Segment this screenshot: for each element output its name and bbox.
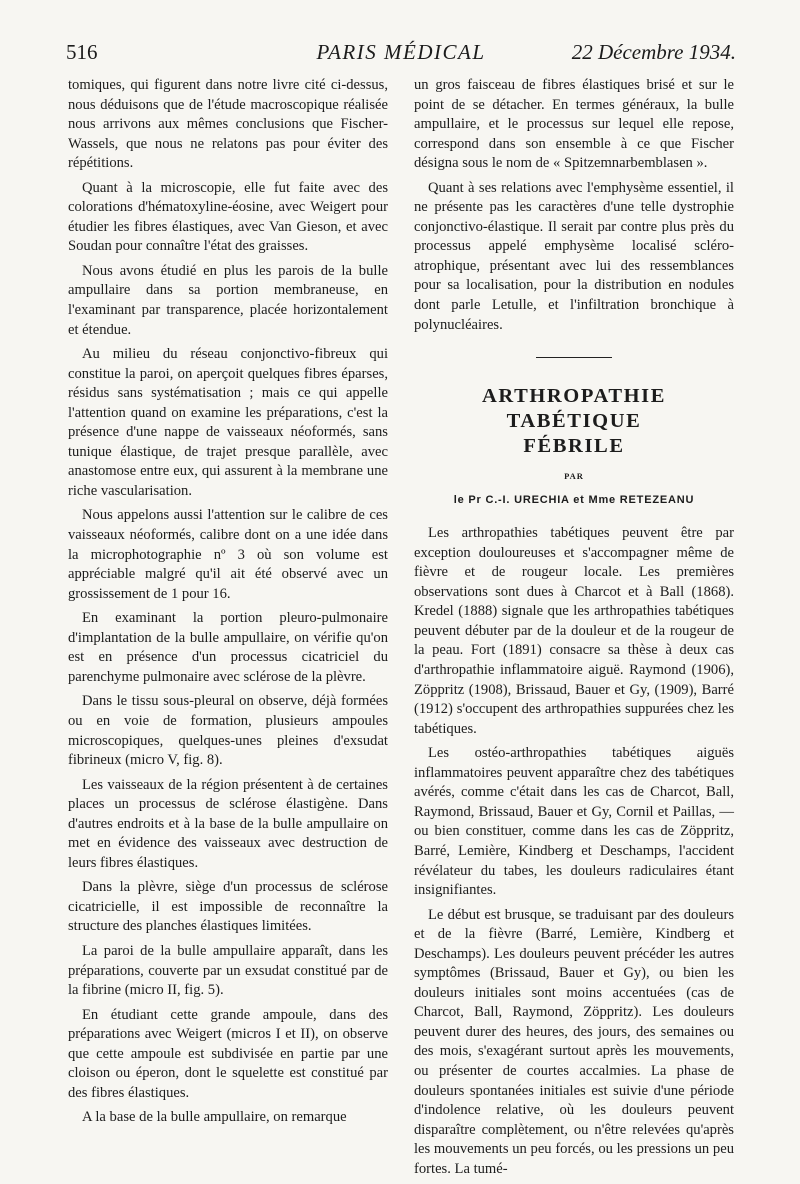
left-column bbox=[68, 76, 388, 1133]
journal-title: PARIS MÉDICAL bbox=[316, 40, 486, 64]
paragraph: En examinant la portion pleuro-pulmonaire d'implantation de la bulle ampullaire, on vérifie qu'on est en présence d'un processus cicatriciel du parenchyme pulmonaire avec sclérose de la plèvre. bbox=[68, 610, 388, 685]
paragraph: Dans le tissu sous-pleural on observe, déjà formées ou en voie de formation, plusieurs ampoules microscopiques, quelques-unes pleines d'exsudat fibrineux (micro V, fig. 8). bbox=[68, 693, 388, 769]
article-title-line: FÉBRILE bbox=[523, 435, 625, 458]
paragraph: Au milieu du réseau conjonctivo-fibreux qui constitue la paroi, on aperçoit quelques fibres éparses, résidus sans systématisation ; mais ce qui appelle l'attention quand on examine les préparations, c'est la présence d'une nappe de vaisseaux néoformés, sans tunique élastique, de trajet presque parallèle, avec anastomose entre eux, qui assurent à la membrane une riche vascularisation. bbox=[68, 346, 388, 499]
section-divider bbox=[536, 357, 612, 358]
right-column bbox=[414, 76, 734, 1184]
paragraph: En étudiant cette grande ampoule, dans des préparations avec Weigert (micros I et II), on observe que cette ampoule est subdivisée en partie par une cloison ou éperon, dont le squelette est constitué par des fibres élastiques. bbox=[68, 1006, 388, 1101]
paragraph: Les vaisseaux de la région présentent à de certaines places un processus de sclérose élastigène. Dans d'autres endroits et à la base de la bulle ampullaire on met en évidence des vaisseaux avec destruction de leurs fibres élastiques. bbox=[68, 776, 388, 871]
paragraph: Les ostéo-arthropathies tabétiques aiguës inflammatoires peuvent apparaître chez des tabétiques avérés, comme c'était dans les cas de Charcot, Ball, Raymond, Brissaud, Bauer et Gy, Cornil et Paillas, — ou bien constituer, comme dans les cas de Zöppritz, Barré, Lemière, Kindberg et Deschamps, l'accident révélateur du tabes, les douleurs radiculaires étant insignifiantes. bbox=[414, 745, 734, 899]
issue-date: 22 Décembre 1934. bbox=[571, 40, 736, 64]
paragraph: Nous avons étudié en plus les parois de la bulle ampullaire dans sa portion membraneuse, en l'examinant par transparence, placée horizontalement et étendue. bbox=[68, 262, 388, 338]
paragraph: La paroi de la bulle ampullaire apparaît, dans les préparations, couverte par un exsudat constitué par de la fibrine (micro II, fig. 5). bbox=[68, 942, 388, 999]
paragraph: Quant à la microscopie, elle fut faite avec des colorations d'hématoxyline-éosine, avec Weigert pour étudier les fibres élastiques, avec Van Gieson, et avec Soudan pour connaître l'état des graisses. bbox=[68, 179, 388, 255]
paragraph: tomiques, qui figurent dans notre livre cité ci-dessus, nous déduisons que de l'étude macroscopique réalisée nous arrivons aux mêmes conclusions que Fischer-Wassels, que nous ne relatons pas pour éviter des répétitions. bbox=[68, 77, 388, 172]
page-number: 516 bbox=[66, 40, 98, 64]
paragraph: Nous appelons aussi l'attention sur le calibre de ces vaisseaux néoformés, calibre dont on a une idée dans la microphotographie nº 3 où son volume est appréciable malgré qu'il ait été observé avec un grossissement de 1 pour 16. bbox=[68, 507, 388, 602]
paragraph: Quant à ses relations avec l'emphysème essentiel, il ne présente pas les caractères d'une telle dystrophie conjonctivo-élastique. Il serait par contre plus près du processus appelé emphysème localisé scléro-atrophique, présentant avec lui des ressemblances pour sa localisation, pour la distribution en nodules dont parle Letulle, et l'infiltration bronchique à polynucléaires. bbox=[414, 179, 734, 333]
paragraph: Le début est brusque, se traduisant par des douleurs et de la fièvre (Barré, Lemière, Kindberg et Deschamps). Les douleurs peuvent précéder les autres symptômes (Brissaud, Bauer et Gy), ou bien les douleurs initiales sont moins accentuées (cas de Charcot, Ball, Raymond, Zöppritz). Les douleurs peuvent durer des heures, des jours, des semaines ou des mois, s'exagérant surtout après les mouvements, ou présenter de courtes accalmies. La phase de douleurs spontanées initiales est suivie d'une période d'indolence relative, où les douleurs peuvent disparaître complètement, ou n'être relevées qu'après les mouvements un peu forcés, ou les pressions un peu fortes. La tumé- bbox=[414, 906, 734, 1177]
paragraph: Les arthropathies tabétiques peuvent être par exception douloureuses et s'accompagner même de fièvre et de rougeur locale. Les premières observations sont dues à Charcot et à Ball (1868). Kredel (1888) signale que les arthropathies tabétiques peuvent débuter par de la douleur et de la rougeur de la peau. Fort (1891) consacre sa thèse à deux cas d'arthropathie inflammatoire aiguë. Raymond (1906), Zöppritz (1908), Brissaud, Bauer et Gy, (1909), Barré (1912) s'occupent des arthropathies suppurées chez les tabétiques. bbox=[414, 525, 734, 737]
paragraph: un gros faisceau de fibres élastiques brisé et sur le point de se détacher. En termes généraux, la bulle ampullaire, et le processus sur lequel elle repose, correspond dans son ensemble à ce que Fischer désigna sous le nom de « Spitzemnarbemblasen ». bbox=[414, 77, 734, 172]
article-title bbox=[414, 384, 734, 459]
article-authors: le Pr C.-I. URECHIA et Mme RETEZEANU bbox=[453, 493, 695, 506]
running-header bbox=[66, 40, 736, 70]
byline-par: PAR bbox=[564, 471, 584, 482]
paragraph: Dans la plèvre, siège d'un processus de sclérose cicatricielle, il est impossible de reconnaître la structure des planches élastiques limitées. bbox=[68, 879, 388, 935]
article-title-line: ARTHROPATHIE TABÉTIQUE bbox=[481, 385, 666, 433]
paragraph: A la base de la bulle ampullaire, on remarque bbox=[82, 1109, 347, 1126]
